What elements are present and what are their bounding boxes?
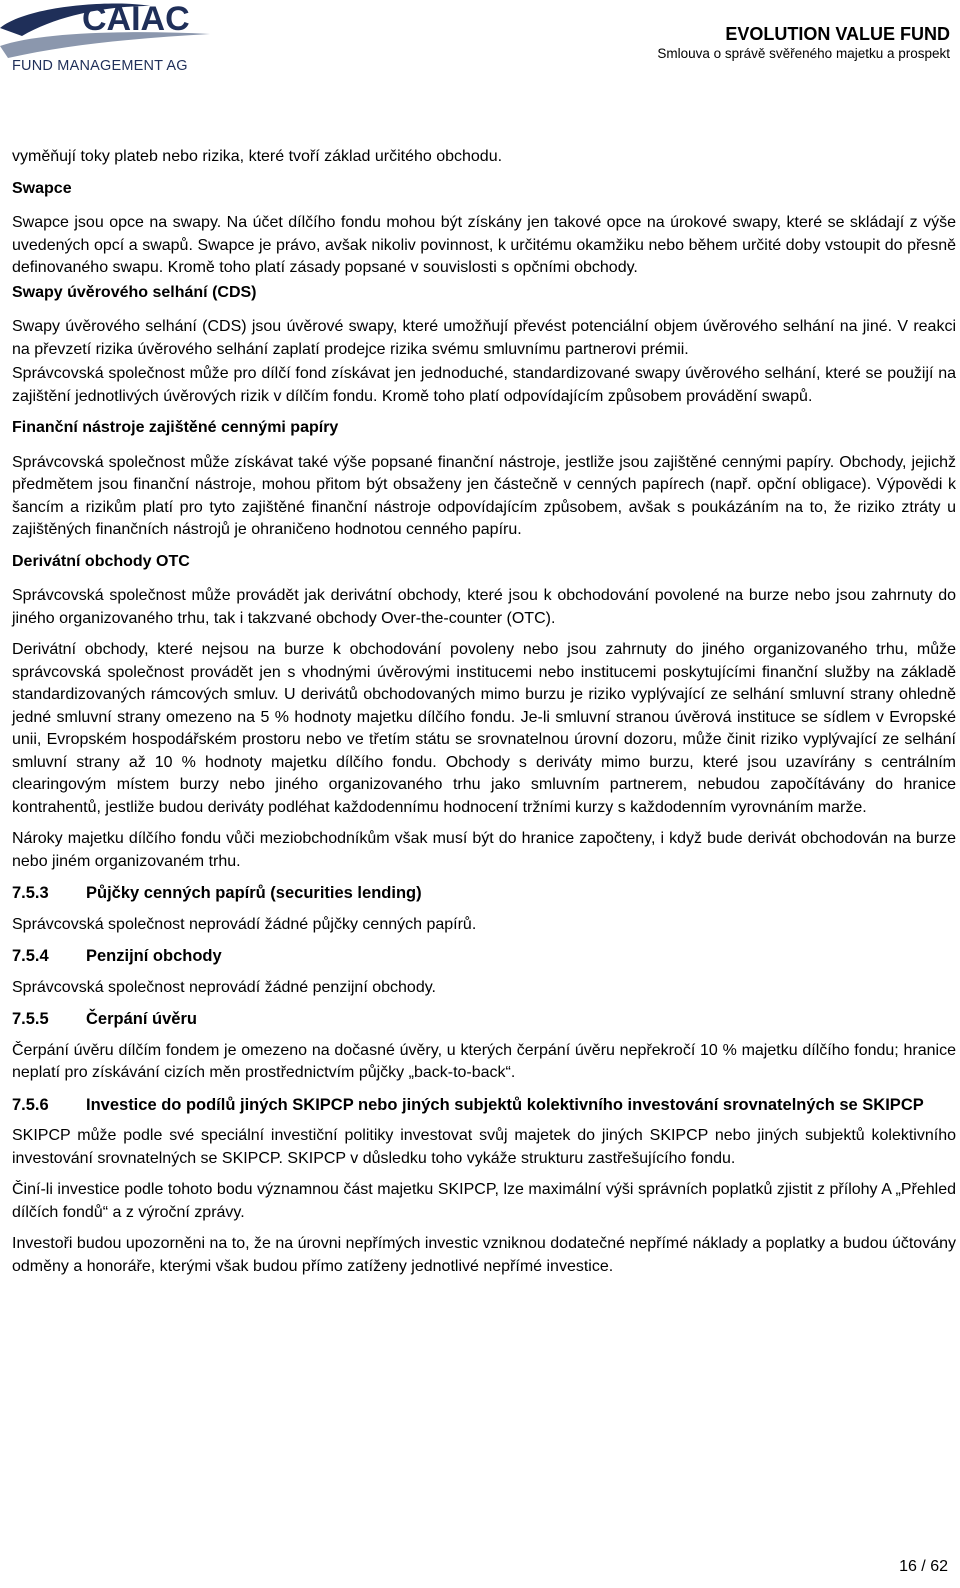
section-title: Penzijní obchody [86,947,222,965]
paragraph-7-5-4: Správcovská společnost neprovádí žádné penzijní obchody. [12,978,436,996]
section-title: Čerpání úvěru [86,1010,197,1028]
paragraph-7-5-6-1: SKIPCP může podle své speciální investiční politiky investovat svůj majetek do jiných SKIPCP nebo jiných subjektů kolektivního investování srovnatelných se SKIPCP. SKIPCP v důsledku toho vykáže strukturu zastřešujícího fondu. [12,1127,956,1167]
logo-subtitle: FUND MANAGEMENT AG [12,58,188,74]
section-heading-7-5-4 [12,945,956,968]
header-right [657,24,950,62]
caiac-logo-mark [0,0,220,60]
paragraph-swapce: Swapce jsou opce na swapy. Na účet dílčího fondu mohou být získány jen takové opce na úrokové swapy, které se skládají z výše uvedených opcí a swapů. Swapce je právo, avšak nikoliv povinnost, k určitému okamžiku nebo během určité doby vstoupit do přesně definovaného swapu. Kromě toho platí zásady popsané v souvislosti s opčními obchody. [12,214,956,276]
section-number: 7.5.5 [12,1010,49,1028]
page-header [0,0,960,80]
section-number: 7.5.6 [12,1095,49,1114]
section-heading-7-5-6 [12,1094,956,1117]
document-body [12,146,956,1287]
section-title: Půjčky cenných papírů (securities lending) [86,884,422,902]
paragraph-cds-2: Správcovská společnost může pro dílčí fond získávat jen jednoduché, standardizované swapy úvěrového selhání, které se použijí na zajištění jednotlivých úvěrových rizik v dílčím fondu. Kromě toho platí odpovídajícím způsobem provádění swapů. [12,365,956,405]
paragraph-otc-1: Správcovská společnost může provádět jak derivátní obchody, které jsou k obchodování povolené na burze nebo jsou zahrnuty do jiného organizovaného trhu, tak i takzvané obchody Over-the-counter (OTC). [12,587,956,627]
heading-otc: Derivátní obchody OTC [12,552,190,570]
paragraph-otc-2: Derivátní obchody, které nejsou na burze k obchodování povoleny nebo jsou zahrnuty do jiného organizovaného trhu, může správcovská společnost provádět jen s vhodnými úvěrovými institucemi nebo institucemi poskytujícími finanční služby na základě standardizovaných rámcových smluv. U derivátů obchodovaných mimo burzu je riziko vyplývající ze selhání smluvní strany ohledně jedné smluvní strany omezeno na 5 % hodnoty majetku dílčího fondu. Je-li smluvní stranou úvěrová instituce se sídlem v Evropské unii, Evropském hospodářském prostoru nebo ve třetím státu se srovnatelnou úrovní dozoru, může činit riziko vyplývající ze selhání smluvní strany až 10 % hodnoty majetku dílčího fondu. Obchody s deriváty mimo burzu, které jsou uzavírány s centrálním clearingovým místem burzy nebo jiného organizovaného trhu jako smluvním partnerem, nebudou započítávány do hranice kontrahentů, jestliže budou deriváty podléhat každodennímu hodnocení tržními kurzy s každodenním vyrovnáním marže. [12,641,956,816]
section-title: Investice do podílů jiných SKIPCP nebo jiných subjektů kolektivního investování srovnatelných se SKIPCP [86,1095,924,1114]
heading-cds: Swapy úvěrového selhání (CDS) [12,283,257,301]
paragraph-7-5-6-3: Investoři budou upozorněni na to, že na úrovni nepřímých investic vzniknou dodatečné nepřímé náklady a poplatky a budou účtovány odměny a honoráře, kterými však budou přímo zatíženy jednotlivé nepřímé investice. [12,1235,956,1275]
page-number: 16 / 62 [899,1558,948,1575]
paragraph-intro: vyměňují toky plateb nebo rizika, které tvoří základ určitého obchodu. [12,148,503,165]
logo-wordmark: CAIAC [82,0,190,38]
paragraph-cds-1: Swapy úvěrového selhání (CDS) jsou úvěrové swapy, které umožňují převést potenciální objem úvěrového selhání na jiné. V reakci na převzetí rizika úvěrového selhání zaplatí prodejce rizika svému smluvnímu partnerovi prémii. [12,318,956,358]
section-number: 7.5.3 [12,884,49,902]
caiac-logo [0,0,220,78]
document-subtitle: Smlouva o správě svěřeného majetku a prospekt [657,46,950,61]
section-heading-7-5-3 [12,882,956,905]
paragraph-financial-instruments: Správcovská společnost může získávat také výše popsané finanční nástroje, jestliže jsou zajištěné cennými papíry. Obchody, jejichž předmětem jsou finanční nástroje, mohou přitom být obsaženy jen částečně v cenných papírech (např. opční obligace). Výpovědi k šancím a rizikům platí pro tyto zajištěné finanční nástroje odpovídajícím způsobem, avšak s poukázáním na to, že riziko ztráty u zajištěných finančních nástrojů je ohraničeno hodnotou cenného papíru. [12,453,956,538]
fund-title: EVOLUTION VALUE FUND [725,24,950,44]
section-heading-7-5-5 [12,1008,956,1031]
section-number: 7.5.4 [12,947,49,965]
paragraph-7-5-5: Čerpání úvěru dílčím fondem je omezeno na dočasné úvěry, u kterých čerpání úvěru nepřekročí 10 % majetku dílčího fondu; hranice neplatí pro získávání cizích měn prostřednictvím půjčky „back-to-back“. [12,1041,956,1081]
heading-swapce: Swapce [12,179,72,197]
paragraph-otc-3: Nároky majetku dílčího fondu vůči meziobchodníkům však musí být do hranice započteny, i když bude derivát obchodován na burze nebo jiném organizovaném trhu. [12,830,956,870]
paragraph-7-5-6-2: Činí-li investice podle tohoto bodu významnou část majetku SKIPCP, lze maximální výši správních poplatků zjistit z přílohy A „Přehled dílčích fondů“ a z výroční zprávy. [12,1181,956,1221]
heading-financial-instruments: Finanční nástroje zajištěné cennými papíry [12,419,339,436]
paragraph-7-5-3: Správcovská společnost neprovádí žádné půjčky cenných papírů. [12,915,477,933]
